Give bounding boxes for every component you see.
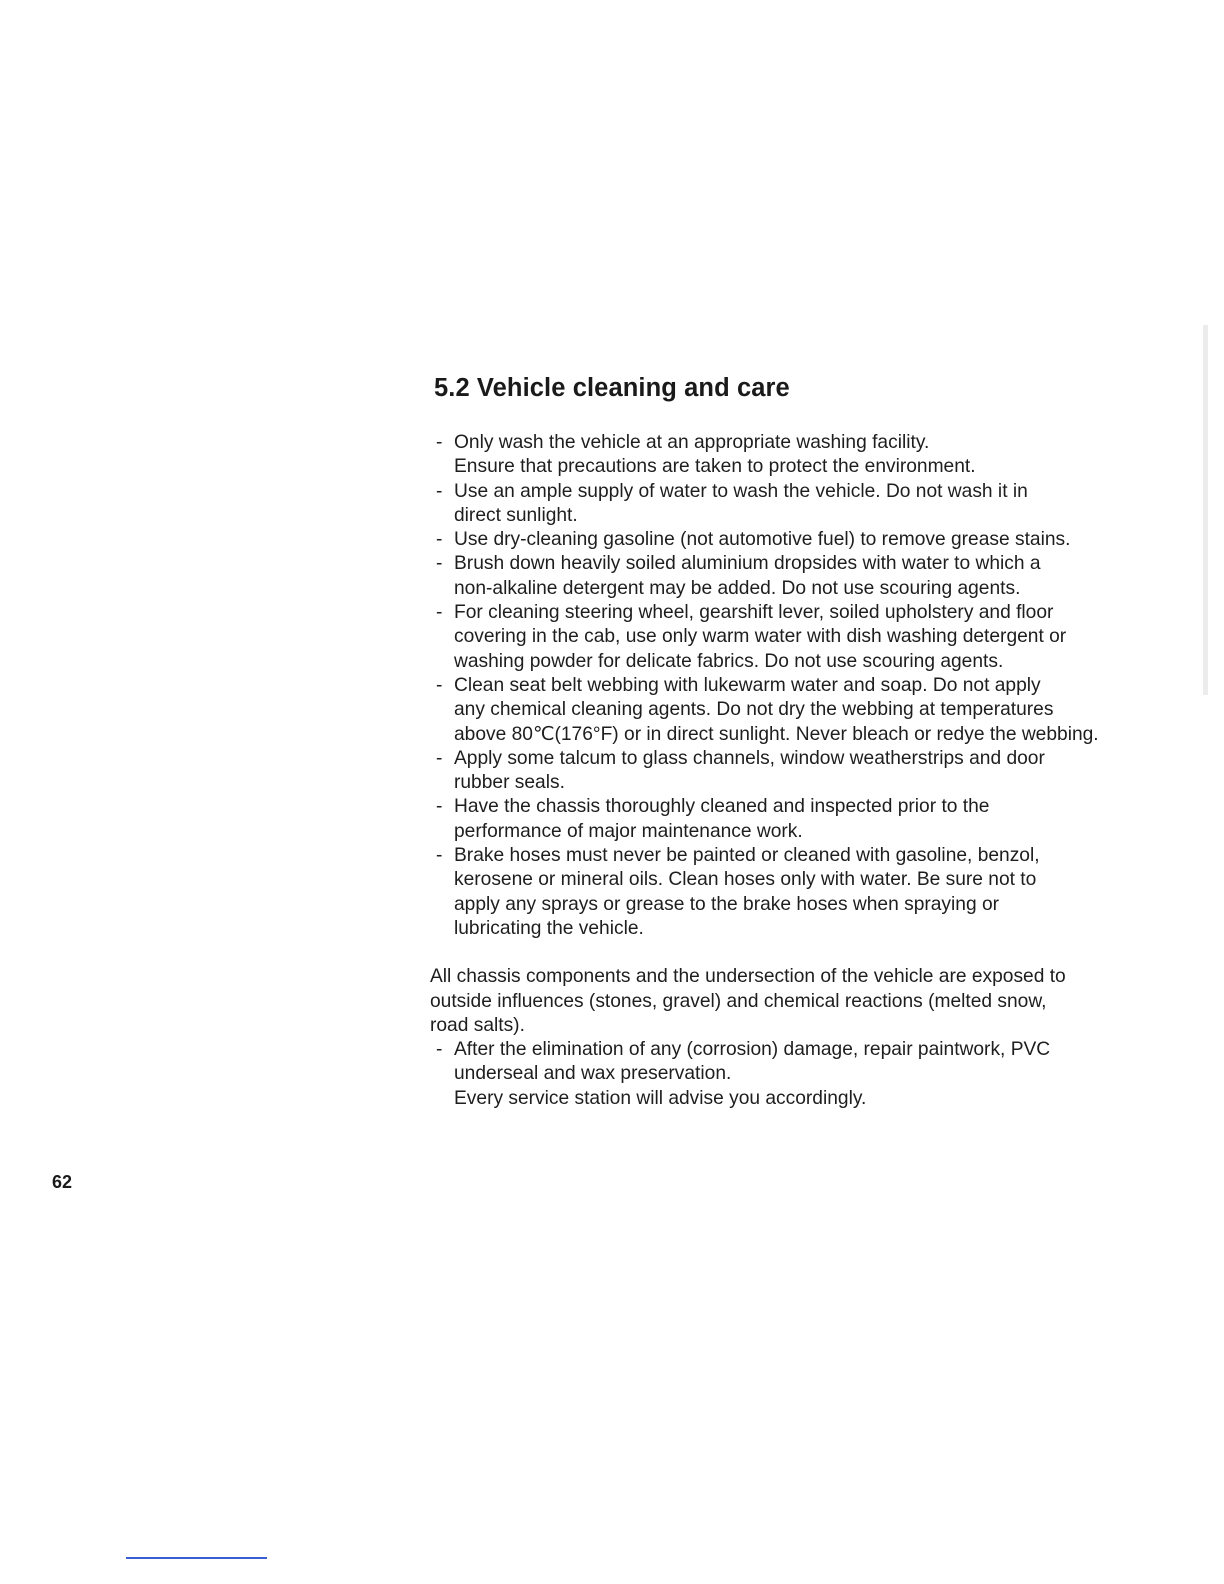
instruction-item xyxy=(434,674,1194,747)
instruction-item xyxy=(434,601,1194,674)
cleaning-instructions-list xyxy=(434,431,1194,941)
text-line: Every service station will advise you accordingly. xyxy=(454,1087,867,1109)
instruction-item xyxy=(434,844,1194,941)
text-line: Ensure that precautions are taken to protect the environment. xyxy=(454,456,976,478)
text-line: - Brake hoses must never be painted or cleaned with gasoline, benzol, xyxy=(454,845,1040,867)
text-line: All chassis components and the undersection of the vehicle are exposed to xyxy=(430,966,1066,988)
text-line: - Apply some talcum to glass channels, window weatherstrips and door xyxy=(454,747,1045,769)
text-line: - Clean seat belt webbing with lukewarm water and soap. Do not apply xyxy=(454,674,1041,696)
text-line: road salts). xyxy=(430,1014,525,1036)
text-line: - After the elimination of any (corrosion) damage, repair paintwork, PVC xyxy=(454,1039,1051,1061)
page-edge-shadow xyxy=(1203,325,1208,695)
text-line: lubricating the vehicle. xyxy=(454,917,644,939)
section-content xyxy=(430,368,1194,1111)
instruction-item xyxy=(434,747,1194,796)
instruction-item xyxy=(434,528,1194,552)
page-number: 62 xyxy=(52,1172,73,1192)
corrosion-instructions-list xyxy=(434,1038,1194,1111)
text-line: - Use an ample supply of water to wash the vehicle. Do not wash it in xyxy=(454,480,1028,502)
text-line: apply any sprays or grease to the brake hoses when spraying or xyxy=(454,893,1000,915)
text-line: kerosene or mineral oils. Clean hoses only with water. Be sure not to xyxy=(454,869,1037,891)
text-line: - For cleaning steering wheel, gearshift lever, soiled upholstery and floor xyxy=(454,602,1054,624)
footer-rule xyxy=(126,1557,267,1559)
instruction-item xyxy=(434,552,1194,601)
text-line: above 80℃(176°F) or in direct sunlight. Never bleach or redye the webbing. xyxy=(454,723,1099,745)
text-line: direct sunlight. xyxy=(454,504,578,526)
section-heading: 5.2 Vehicle cleaning and care xyxy=(434,374,790,402)
text-line: - Have the chassis thoroughly cleaned and inspected prior to the xyxy=(454,796,990,818)
text-line: underseal and wax preservation. xyxy=(454,1063,732,1085)
text-line: - Brush down heavily soiled aluminium dropsides with water to which a xyxy=(454,553,1041,575)
text-line: covering in the cab, use only warm water with dish washing detergent or xyxy=(454,626,1067,648)
chassis-paragraph xyxy=(430,965,1194,1038)
text-line: rubber seals. xyxy=(454,772,565,794)
instruction-item xyxy=(434,795,1194,844)
text-line: outside influences (stones, gravel) and chemical reactions (melted snow, xyxy=(430,990,1047,1012)
instruction-item xyxy=(434,431,1194,480)
text-line: - Only wash the vehicle at an appropriate washing facility. xyxy=(454,432,930,453)
instruction-item xyxy=(434,480,1194,529)
text-line: - Use dry-cleaning gasoline (not automotive fuel) to remove grease stains. xyxy=(454,529,1071,551)
text-line: performance of major maintenance work. xyxy=(454,820,803,842)
instruction-item xyxy=(434,1038,1194,1111)
text-line: any chemical cleaning agents. Do not dry the webbing at temperatures xyxy=(454,699,1054,721)
text-line: washing powder for delicate fabrics. Do not use scouring agents. xyxy=(454,650,1004,672)
text-line: non-alkaline detergent may be added. Do not use scouring agents. xyxy=(454,577,1021,599)
